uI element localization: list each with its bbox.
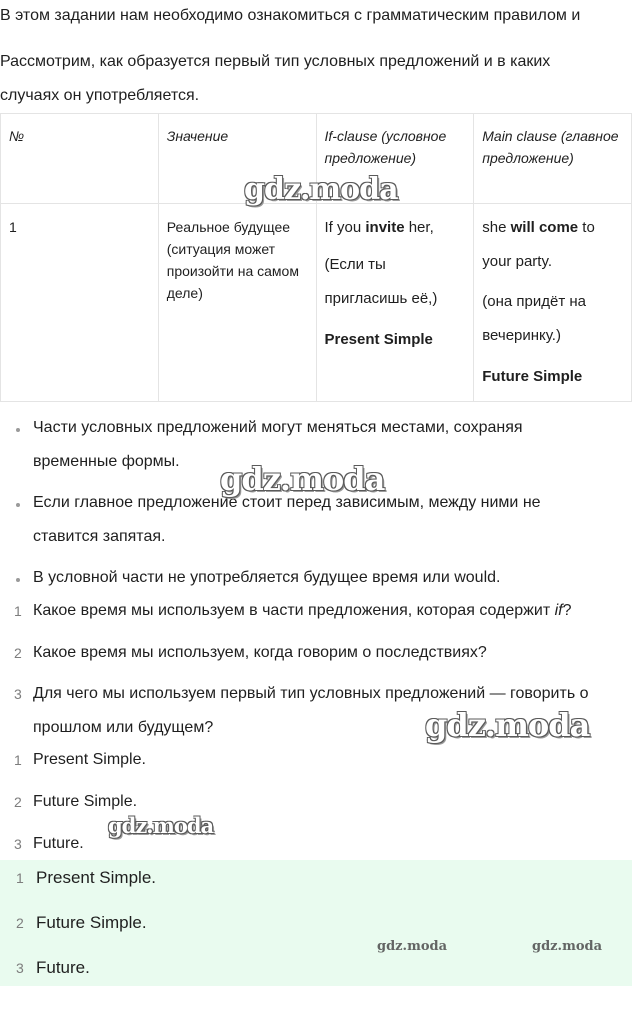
question-1: Какое время мы используем в части предложения, которая содержит if?: [33, 602, 572, 619]
header-if-clause: If-clause (условное предложение): [324, 128, 447, 166]
watermark-logo: gdz.moda: [377, 939, 448, 954]
bullet-2-line-1: Если главное предложение стоит перед зависимым, между ними не: [33, 494, 541, 511]
main-clause-tense: Future Simple: [482, 368, 583, 385]
header-main-clause: Main clause (главное предложение): [482, 128, 619, 166]
question-1-number: 1: [14, 603, 22, 619]
clipped-text-fragment: [168, 40, 228, 48]
question-3-line-1: Для чего мы используем первый тип условных предложений — говорить о: [33, 685, 589, 702]
row-meaning: Реальное будущее (ситуация может произойти на самом деле): [166, 219, 299, 301]
table-row: [1, 204, 632, 402]
if-clause-example: If you invite her,: [324, 219, 434, 236]
main-clause-cell: [482, 204, 625, 387]
answer-3-number: 3: [14, 836, 22, 852]
bullet-dot-icon: [16, 578, 20, 582]
bullet-dot-icon: [16, 503, 20, 507]
if-clause-tense: Present Simple: [324, 331, 433, 348]
final-answer-box: [0, 860, 632, 986]
answer-2: Future Simple.: [33, 793, 138, 810]
intro-line-1: В этом задании нам необходимо ознакомиться с грамматическим правилом и: [0, 7, 581, 24]
if-clause-translation: (Если ты пригласишь её,): [324, 256, 438, 307]
final-answer-1: Present Simple.: [36, 868, 156, 887]
watermark-logo: gdz.moda: [244, 172, 398, 207]
watermark-logo: gdz.moda: [220, 460, 385, 498]
bullet-3-line-1: В условной части не употребляется будущее время или would.: [33, 569, 501, 586]
main-clause-translation: (она придёт на вечеринку.): [482, 293, 586, 344]
final-answer-3-number: 3: [16, 960, 24, 976]
answer-3: Future.: [33, 835, 84, 852]
intro-line-3: случаях он употребляется.: [0, 87, 200, 104]
final-answer-3: Future.: [36, 958, 90, 977]
bullet-1-line-2: временные формы.: [33, 453, 180, 470]
header-meaning: Значение: [166, 128, 229, 144]
watermark-logo: gdz.moda: [425, 706, 590, 744]
conditional-table: [0, 113, 632, 402]
answer-2-number: 2: [14, 794, 22, 810]
bullet-1-line-1: Части условных предложений могут меняться местами, сохраняя: [33, 419, 523, 436]
row-number: 1: [9, 219, 17, 235]
header-number: №: [9, 128, 25, 144]
final-answer-2: Future Simple.: [36, 913, 147, 932]
final-answer-2-number: 2: [16, 915, 24, 931]
intro-line-2: Рассмотрим, как образуется первый тип условных предложений и в каких: [0, 53, 551, 70]
watermark-logo: gdz.moda: [108, 813, 214, 838]
bullet-dot-icon: [16, 428, 20, 432]
answer-1-number: 1: [14, 752, 22, 768]
question-3-line-2: прошлом или будущем?: [33, 719, 214, 736]
answer-1: Present Simple.: [33, 751, 146, 768]
final-answer-1-number: 1: [16, 870, 24, 886]
question-3-number: 3: [14, 686, 22, 702]
question-2: Какое время мы используем, когда говорим о последствиях?: [33, 644, 487, 661]
main-clause-example: she will come to your party.: [482, 219, 595, 270]
bullet-2-line-2: ставится запятая.: [33, 528, 166, 545]
question-2-number: 2: [14, 645, 22, 661]
if-clause-cell: [325, 204, 468, 350]
watermark-logo: gdz.moda: [532, 939, 603, 954]
